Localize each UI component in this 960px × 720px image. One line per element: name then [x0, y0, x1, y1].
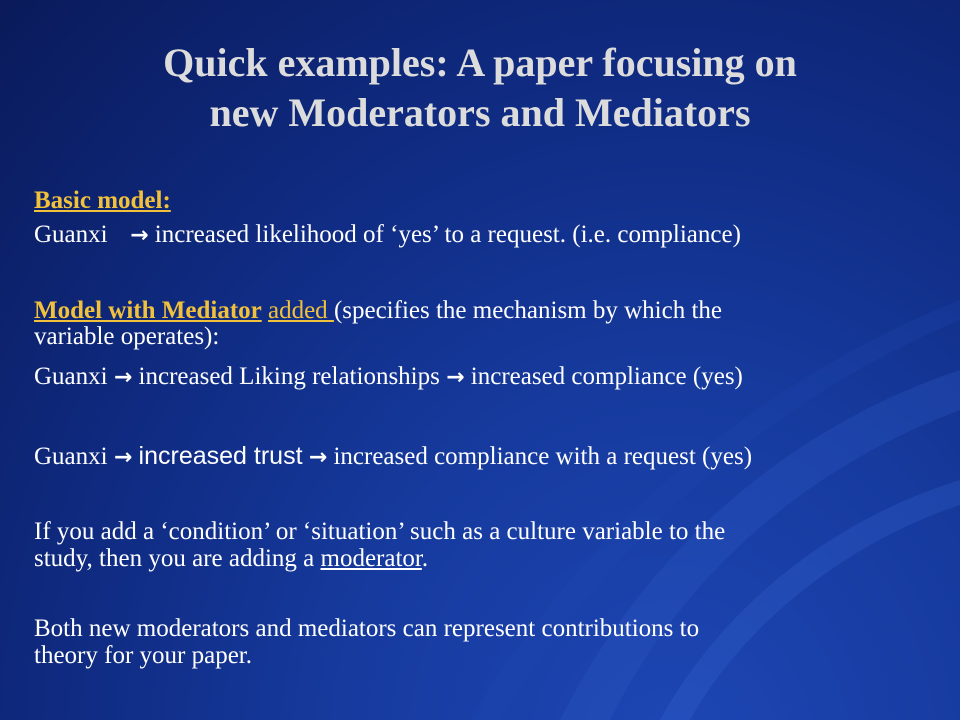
right-arrow-icon: → — [113, 445, 133, 470]
mediator-example-1 — [34, 362, 949, 393]
example2-subject: Guanxi — [34, 443, 108, 470]
moderator-paragraph-line-2 — [34, 544, 949, 574]
closing-text-1: Both new moderators and mediators can represent contributions to — [34, 615, 700, 642]
moderator-paragraph-line-1 — [34, 517, 949, 547]
mediator-heading: Model with Mediator — [34, 297, 262, 324]
title-line-1: Quick examples: A paper focusing on — [163, 40, 797, 85]
mediator-description-1: (specifies the mechanism by which the — [333, 297, 723, 324]
basic-model-line — [34, 220, 949, 251]
slide-title — [0, 38, 960, 138]
title-line-2: new Moderators and Mediators — [209, 90, 751, 135]
moderator-link[interactable]: moderator — [320, 545, 422, 572]
example1-outcome: increased compliance (yes) — [470, 363, 743, 390]
right-arrow-icon: → — [113, 365, 133, 390]
slide-body — [34, 186, 949, 671]
mediator-added-link[interactable]: added — [267, 297, 334, 324]
basic-model-subject: Guanxi — [34, 221, 108, 248]
basic-model-text: increased likelihood of ‘yes’ to a request. (i.e. compliance) — [154, 221, 741, 248]
right-arrow-icon: → — [308, 445, 328, 470]
right-arrow-icon: → — [446, 365, 465, 390]
basic-model-heading: Basic model: — [34, 187, 171, 214]
moderator-text-end: . — [421, 545, 429, 572]
basic-model-heading-line — [34, 186, 949, 216]
moderator-text-2: study, then you are adding a — [34, 545, 321, 572]
example2-outcome: increased compliance with a request (yes) — [333, 443, 753, 470]
example1-step: increased Liking relationships — [138, 363, 440, 390]
closing-paragraph-line-1 — [34, 614, 949, 644]
closing-text-2: theory for your paper. — [34, 642, 252, 669]
closing-paragraph-line-2 — [34, 641, 949, 671]
example1-subject: Guanxi — [34, 363, 108, 390]
mediator-description-line-2 — [34, 322, 949, 352]
mediator-description-2: variable operates): — [34, 323, 220, 350]
right-arrow-icon: → — [130, 223, 149, 248]
example2-step: increased trust — [138, 442, 303, 470]
moderator-text-1: If you add a ‘condition’ or ‘situation’ such as a culture variable to the — [34, 518, 726, 545]
mediator-example-2 — [34, 441, 949, 473]
